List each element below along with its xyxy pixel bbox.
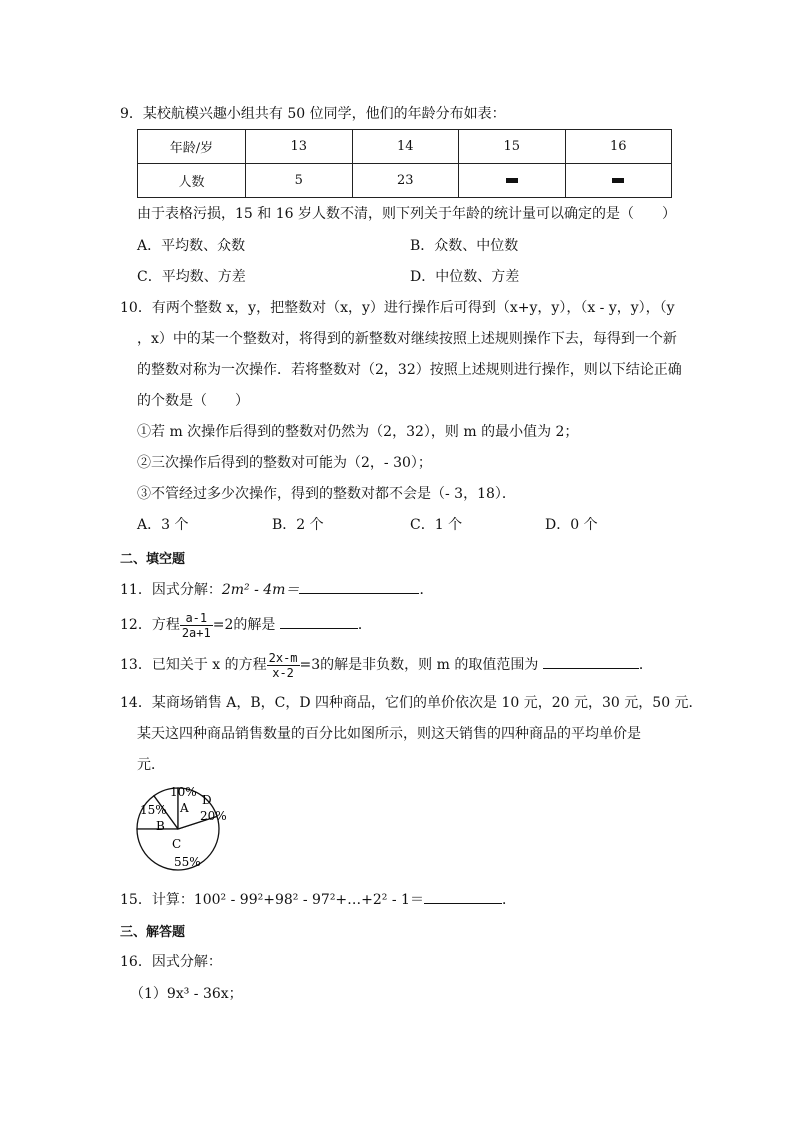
q10-line2: ，x）中的某一个整数对，将得到的新整数对继续按照上述规则操作下去，每得到一个新 [137,331,677,347]
q12 [120,608,372,642]
q9-option-a: A．平均数、众数 [137,238,246,254]
q14-line1: 14．某商场销售 A，B，C，D 四种商品，它们的单价依次是 10 元，20 元，30 元，50 元． [120,695,703,711]
pie-chart [130,785,240,875]
pie-percent-a: 10% [170,785,197,799]
q13-fraction [267,651,300,680]
q11-expression: 2m² - 4m＝ [221,582,300,598]
ink-smudge-icon [506,178,518,183]
table-row [138,130,672,164]
q10-statement-3: ③不管经过多少次操作，得到的整数对都不会是（- 3，18）． [137,486,516,502]
q10-statement-1: ①若 m 次操作后得到的整数对仍然为（2，32），则 m 的最小值为 2； [137,424,579,440]
q10-option-b: B．2 个 [272,517,324,533]
q9-note: 由于表格污损，15 和 16 岁人数不清，则下列关于年龄的统计量可以确定的是（ ） [137,206,676,222]
fraction-numerator: a-1 [180,611,213,626]
answer-blank [424,889,502,904]
table-cell: 13 [246,130,353,164]
q12-fraction [180,611,213,640]
q13-suffix: =3的解是非负数，则 m 的取值范围为 [299,657,539,673]
q12-end: ． [357,617,372,633]
fraction-numerator: 2x-m [268,650,298,665]
q10-line4: 的个数是（ ） [137,393,249,409]
q9-stem: 9．某校航模兴趣小组共有 50 位同学，他们的年龄分布如表： [120,106,506,122]
table-cell: 人数 [138,164,246,198]
q16-part1: （1）9x³ - 36x； [130,986,243,1002]
answer-blank [299,579,419,594]
table-cell: 5 [246,164,353,198]
pie-label-d: D [202,793,212,807]
pie-percent-c: 55% [174,855,201,869]
q14-line3: 元． [137,757,165,773]
q15-prefix: 15．计算： [120,892,194,908]
q12-suffix: =2的解是 [212,617,276,633]
table-cell-smudged [459,164,566,198]
table-cell: 16 [565,130,672,164]
answer-blank [543,654,639,669]
q12-prefix: 12．方程 [120,617,180,633]
q13-prefix: 13．已知关于 x 的方程 [120,657,267,673]
q10-option-a: A．3 个 [137,517,189,533]
age-table [137,129,672,198]
fraction-denominator: 2a+1 [181,625,211,640]
q10-line1: 10．有两个整数 x，y，把整数对（x，y）进行操作后可得到（x+y，y），（x - y，y），（y [120,300,675,316]
table-cell: 14 [352,130,459,164]
q15-expression: 100² - 99²+98² - 97²+…+2² - 1＝ [193,892,424,908]
q11-end: ． [419,582,434,598]
table-cell: 年龄/岁 [138,130,246,164]
q10-statement-2: ②三次操作后得到的整数对可能为（2，- 30）； [137,455,432,471]
q10-option-d: D．0 个 [545,517,598,533]
q16-stem: 16．因式分解： [120,954,222,970]
pie-percent-b: 15% [140,803,167,817]
q11-prefix: 11．因式分解： [120,582,222,598]
pie-label-c: C [172,837,182,851]
pie-percent-d: 20% [200,809,227,823]
fraction-denominator: x-2 [272,665,294,680]
q14-line2: 某天这四种商品销售数量的百分比如图所示，则这天销售的四种商品的平均单价是 [137,726,641,742]
q15 [120,889,516,910]
answer-blank [280,614,358,629]
q10-line3: 的整数对称为一次操作．若将整数对（2，32）按照上述规则进行操作，则以下结论正确 [137,362,682,378]
q13-end: ． [638,657,653,673]
q9-option-b: B．众数、中位数 [410,238,519,254]
pie-label-a: A [180,801,189,815]
pie-label-b: B [156,819,165,833]
q11 [120,579,433,600]
table-cell: 23 [352,164,459,198]
table-cell: 15 [459,130,566,164]
table-cell-smudged [565,164,672,198]
q9-option-c: C．平均数、方差 [137,269,246,285]
section-title-solve: 三、解答题 [120,925,186,940]
q15-end: ． [501,892,516,908]
q13 [120,648,653,682]
section-title-fill-in: 二、填空题 [120,552,186,567]
q9-option-d: D．中位数、方差 [410,269,520,285]
q10-option-c: C．1 个 [410,517,463,533]
table-row [138,164,672,198]
ink-smudge-icon [612,178,624,183]
